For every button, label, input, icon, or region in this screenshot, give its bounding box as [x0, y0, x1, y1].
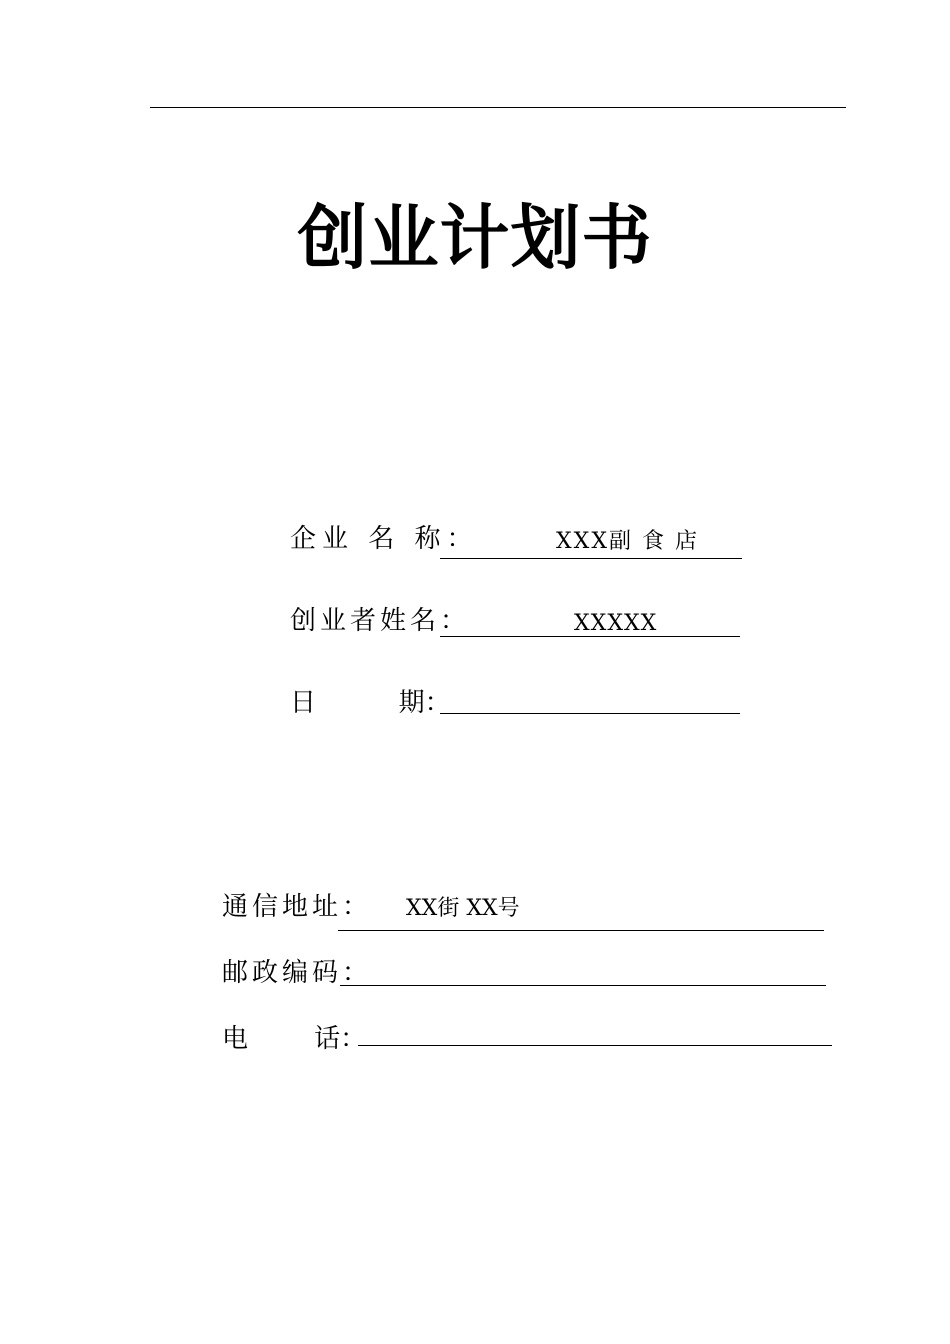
postcode-label: 邮政编码：: [222, 958, 373, 988]
company-name-value: XXX副 食 店: [556, 529, 699, 554]
top-rule: [150, 107, 846, 108]
address-underline: [338, 930, 824, 931]
date-label: 日 期：: [290, 688, 451, 718]
address-value: XX街 XX号: [406, 896, 520, 921]
phone-label: 电 话：: [222, 1024, 367, 1054]
date-underline: [440, 713, 740, 714]
company-name-label: 企业 名 称：: [290, 524, 479, 554]
company-name-underline: [440, 558, 742, 559]
address-label: 通信地址：: [222, 892, 373, 922]
founder-name-label: 创业者姓名：: [290, 606, 471, 636]
founder-name-underline: [440, 636, 740, 637]
founder-name-value: XXXXX: [574, 611, 658, 636]
phone-underline: [358, 1045, 832, 1046]
postcode-underline: [340, 985, 826, 986]
document-title: 创业计划书: [297, 197, 653, 279]
